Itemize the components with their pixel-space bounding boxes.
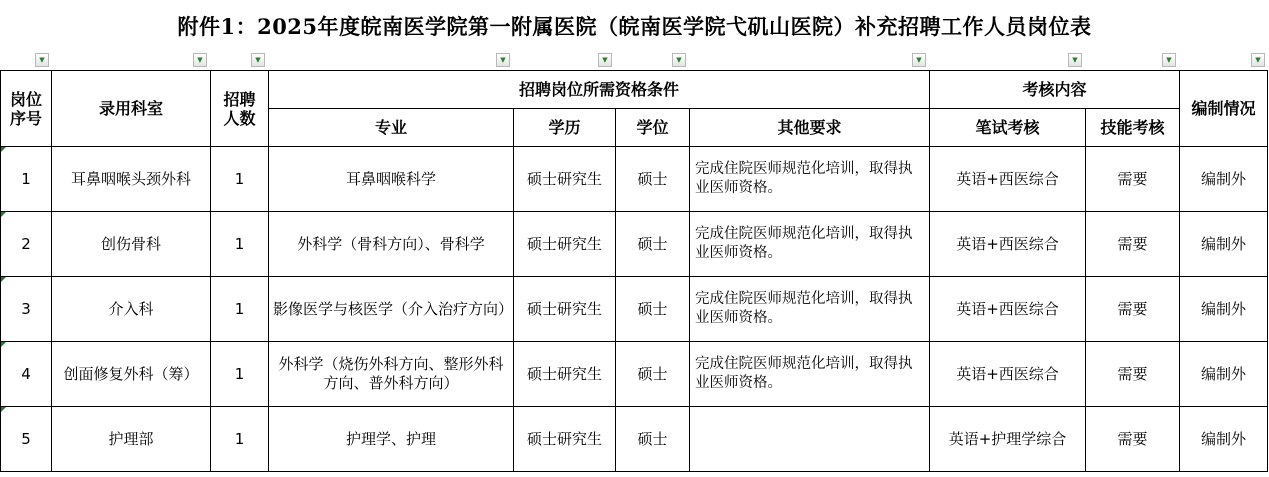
cell-other[interactable]: 完成住院医师规范化培训，取得执业医师资格。 bbox=[690, 342, 930, 407]
table-row bbox=[1, 342, 1268, 407]
autofilter-row bbox=[0, 52, 1269, 70]
filter-button-count[interactable] bbox=[251, 53, 265, 67]
filter-button-education[interactable] bbox=[598, 53, 612, 67]
header-education[interactable]: 学历 bbox=[514, 109, 616, 147]
cell-skill[interactable]: 需要 bbox=[1086, 342, 1180, 407]
cell-degree[interactable]: 硕士 bbox=[616, 277, 690, 342]
cell-count[interactable]: 1 bbox=[211, 277, 269, 342]
cell-department[interactable]: 介入科 bbox=[52, 277, 211, 342]
dropdown-arrow-icon: ▼ bbox=[1072, 55, 1078, 64]
cell-skill[interactable]: 需要 bbox=[1086, 407, 1180, 472]
header-department[interactable]: 录用科室 bbox=[52, 71, 211, 147]
cell-department[interactable]: 护理部 bbox=[52, 407, 211, 472]
dropdown-arrow-icon: ▼ bbox=[602, 55, 608, 64]
dropdown-arrow-icon: ▼ bbox=[255, 55, 261, 64]
cell-degree[interactable]: 硕士 bbox=[616, 342, 690, 407]
filter-button-written[interactable] bbox=[1068, 53, 1082, 67]
cell-count[interactable]: 1 bbox=[211, 147, 269, 212]
cell-other[interactable]: 完成住院医师规范化培训，取得执业医师资格。 bbox=[690, 147, 930, 212]
cell-major[interactable]: 耳鼻咽喉科学 bbox=[269, 147, 514, 212]
header-qualifications[interactable]: 招聘岗位所需资格条件 bbox=[269, 71, 930, 109]
filter-button-degree[interactable] bbox=[672, 53, 686, 67]
cell-other[interactable] bbox=[690, 407, 930, 472]
cell-major[interactable]: 护理学、护理 bbox=[269, 407, 514, 472]
cell-degree[interactable]: 硕士 bbox=[616, 147, 690, 212]
header-count[interactable]: 招聘人数 bbox=[211, 71, 269, 147]
cell-major[interactable]: 外科学（骨科方向）、骨科学 bbox=[269, 212, 514, 277]
header-major[interactable]: 专业 bbox=[269, 109, 514, 147]
cell-major[interactable]: 影像医学与核医学（介入治疗方向） bbox=[269, 277, 514, 342]
header-other[interactable]: 其他要求 bbox=[690, 109, 930, 147]
filter-button-post-no[interactable] bbox=[35, 53, 49, 67]
header-skill[interactable]: 技能考核 bbox=[1086, 109, 1180, 147]
page-title: 附件1：2025年度皖南医学院第一附属医院（皖南医学院弋矶山医院）补充招聘工作人员岗位表 bbox=[177, 14, 1092, 39]
title-row bbox=[0, 0, 1269, 52]
cell-department[interactable]: 创面修复外科（筹） bbox=[52, 342, 211, 407]
cell-degree[interactable]: 硕士 bbox=[616, 407, 690, 472]
header-staffing[interactable]: 编制情况 bbox=[1180, 71, 1268, 147]
cell-post-no[interactable]: 1 bbox=[1, 147, 52, 212]
cell-staffing[interactable]: 编制外 bbox=[1180, 277, 1268, 342]
cell-other[interactable]: 完成住院医师规范化培训，取得执业医师资格。 bbox=[690, 212, 930, 277]
filter-button-major[interactable] bbox=[496, 53, 510, 67]
dropdown-arrow-icon: ▼ bbox=[916, 55, 922, 64]
cell-department[interactable]: 创伤骨科 bbox=[52, 212, 211, 277]
dropdown-arrow-icon: ▼ bbox=[676, 55, 682, 64]
table-row bbox=[1, 277, 1268, 342]
cell-post-no[interactable]: 2 bbox=[1, 212, 52, 277]
table-row bbox=[1, 212, 1268, 277]
header-post-no[interactable]: 岗位序号 bbox=[1, 71, 52, 147]
header-written[interactable]: 笔试考核 bbox=[930, 109, 1086, 147]
header-assessment[interactable]: 考核内容 bbox=[930, 71, 1180, 109]
dropdown-arrow-icon: ▼ bbox=[39, 55, 45, 64]
filter-button-department[interactable] bbox=[193, 53, 207, 67]
cell-education[interactable]: 硕士研究生 bbox=[514, 147, 616, 212]
cell-written[interactable]: 英语+西医综合 bbox=[930, 147, 1086, 212]
table-row bbox=[1, 407, 1268, 472]
cell-written[interactable]: 英语+护理学综合 bbox=[930, 407, 1086, 472]
filter-button-other[interactable] bbox=[912, 53, 926, 67]
table-row bbox=[1, 147, 1268, 212]
cell-count[interactable]: 1 bbox=[211, 407, 269, 472]
cell-count[interactable]: 1 bbox=[211, 212, 269, 277]
cell-education[interactable]: 硕士研究生 bbox=[514, 277, 616, 342]
cell-education[interactable]: 硕士研究生 bbox=[514, 212, 616, 277]
cell-staffing[interactable]: 编制外 bbox=[1180, 212, 1268, 277]
dropdown-arrow-icon: ▼ bbox=[1255, 55, 1261, 64]
dropdown-arrow-icon: ▼ bbox=[197, 55, 203, 64]
cell-other[interactable]: 完成住院医师规范化培训，取得执业医师资格。 bbox=[690, 277, 930, 342]
header-row-top bbox=[1, 71, 1268, 109]
cell-skill[interactable]: 需要 bbox=[1086, 147, 1180, 212]
cell-post-no[interactable]: 3 bbox=[1, 277, 52, 342]
cell-major[interactable]: 外科学（烧伤外科方向、整形外科方向、普外科方向） bbox=[269, 342, 514, 407]
cell-staffing[interactable]: 编制外 bbox=[1180, 147, 1268, 212]
positions-table bbox=[0, 70, 1268, 472]
cell-degree[interactable]: 硕士 bbox=[616, 212, 690, 277]
dropdown-arrow-icon: ▼ bbox=[1166, 55, 1172, 64]
cell-skill[interactable]: 需要 bbox=[1086, 212, 1180, 277]
header-degree[interactable]: 学位 bbox=[616, 109, 690, 147]
dropdown-arrow-icon: ▼ bbox=[500, 55, 506, 64]
cell-written[interactable]: 英语+西医综合 bbox=[930, 277, 1086, 342]
cell-count[interactable]: 1 bbox=[211, 342, 269, 407]
cell-education[interactable]: 硕士研究生 bbox=[514, 407, 616, 472]
cell-skill[interactable]: 需要 bbox=[1086, 277, 1180, 342]
cell-staffing[interactable]: 编制外 bbox=[1180, 342, 1268, 407]
cell-department[interactable]: 耳鼻咽喉头颈外科 bbox=[52, 147, 211, 212]
cell-post-no[interactable]: 4 bbox=[1, 342, 52, 407]
cell-education[interactable]: 硕士研究生 bbox=[514, 342, 616, 407]
cell-staffing[interactable]: 编制外 bbox=[1180, 407, 1268, 472]
cell-post-no[interactable]: 5 bbox=[1, 407, 52, 472]
cell-written[interactable]: 英语+西医综合 bbox=[930, 342, 1086, 407]
cell-written[interactable]: 英语+西医综合 bbox=[930, 212, 1086, 277]
filter-button-skill[interactable] bbox=[1162, 53, 1176, 67]
filter-button-staffing[interactable] bbox=[1251, 53, 1265, 67]
